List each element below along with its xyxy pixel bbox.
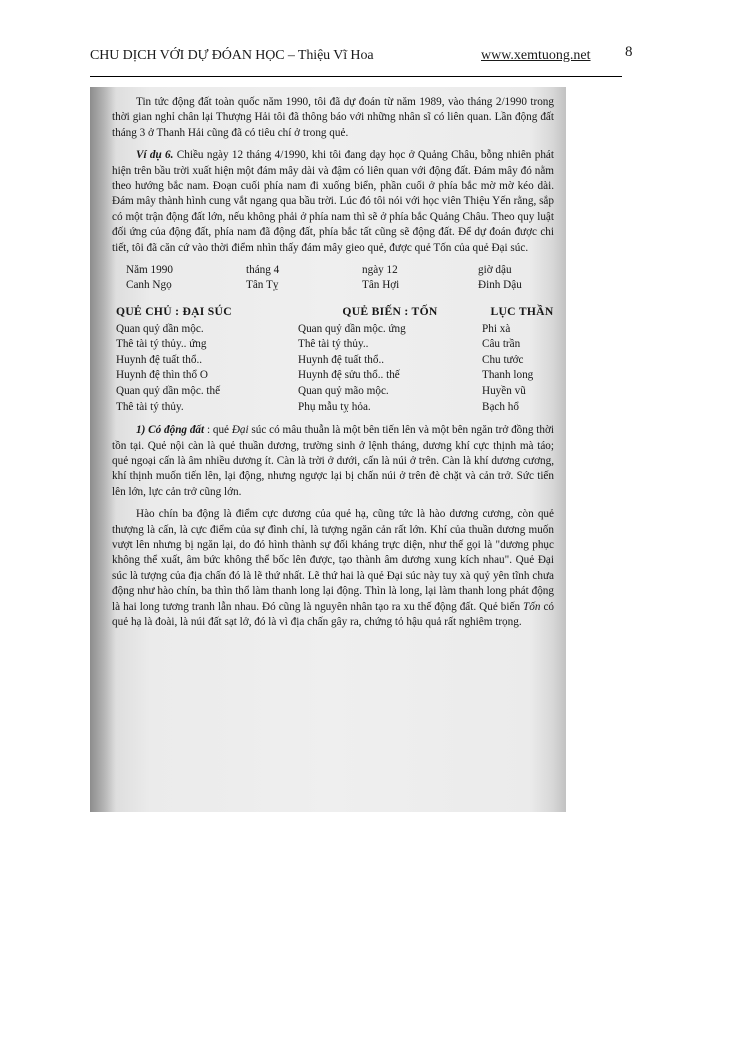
header-url-link[interactable]: www.xemtuong.net (481, 48, 591, 63)
hex-cell: Bạch hổ (482, 400, 519, 413)
header-divider (90, 76, 622, 77)
ganzhi-year: Canh Ngọ (126, 278, 172, 291)
text-run: súc có mâu thuẫn là một bên tiến lên và một bên ngăn trở đồng thời tồn tại. Quẻ nội càn là quẻ thuần dương, trường sinh ở lệnh tháng, dương khí cực thịnh mà táo; quẻ ngoại cấn là âm nhiều dương ít. Càn là trời ở dưới, cấn là núi ở trên. Càn là khí dương cương, khí thịnh muốn tiến lên, lại động, nhưng ngược lại bị chấn núi ở trên đè chặt và cản trở. Sức tiến lên lớn, lực cản trở cũng lớn. (112, 424, 554, 498)
hex-cell: Thê tài tý thủy. (116, 400, 184, 413)
text-run: : quẻ (204, 424, 232, 437)
hex-cell: Thanh long (482, 369, 534, 382)
header-six-spirits: LỤC THẦN (490, 305, 554, 319)
ganzhi-month: Tân Tỵ (246, 278, 279, 291)
header-main-hexagram: QUẺ CHỦ : ĐẠI SÚC (116, 305, 232, 319)
hexagram-name: Đại (231, 424, 249, 437)
date-month: tháng 4 (246, 264, 280, 277)
hex-cell: Quan quỷ dần mộc. ứng (298, 322, 406, 335)
example-label: Ví dụ 6. (136, 149, 174, 162)
text-run: Hào chín ba động là điểm cực dương của quẻ hạ, cũng tức là hào dương cương, còn quẻ thượng là cấn, là cực điểm của sự đình chỉ, là tượng ngăn cản rất lớn. Khí của thuần dương muốn vượt lên nhưng bị ngăn lại, do đó hình thành sự đối kháng trực diện, như thế gọi là "dương phục không thể xuất, âm bức không thể bốc lên được, tạo thành âm dương xung kích nhau". Quẻ Đại súc là tượng của địa chấn đó là lẽ thứ nhất. Lẽ thứ hai là quẻ Đại súc này tuy xà quỷ yên tĩnh chưa động như hào chín, ba thìn thổ làm thanh long lại động. Thìn là long, lại làm thanh long phát động là hai long tương tranh lẫn nhau. Đó cũng là nguyên nhân tạo ra xu thế động đất. Quẻ biến (112, 508, 554, 613)
hex-cell: Phụ mẫu tỵ hỏa. (298, 400, 371, 413)
hex-cell: Phi xà (482, 322, 511, 335)
ganzhi-hour: Đinh Dậu (478, 278, 522, 291)
paragraph-earthquake (112, 423, 554, 500)
header-changed-hexagram: QUẺ BIẾN : TỐN (342, 305, 438, 319)
hex-cell: Huynh đệ tuất thổ.. (298, 353, 385, 366)
hexagram-name: Tốn (523, 600, 541, 613)
hex-cell: Huyền vũ (482, 385, 526, 398)
date-table (126, 263, 554, 292)
hex-cell: Câu trần (482, 338, 521, 351)
paragraph-example-6 (112, 148, 554, 256)
scanned-page (90, 87, 566, 812)
page-number: 8 (625, 44, 633, 60)
hexagram-table (116, 304, 554, 415)
hex-cell: Chu tước (482, 353, 524, 366)
header-title: CHU DỊCH VỚI DỰ ĐÓAN HỌC – Thiệu Vĩ Hoa (90, 48, 374, 63)
date-year: Năm 1990 (126, 264, 173, 277)
hex-cell: Quan quỷ mão mộc. (298, 385, 389, 398)
hex-cell: Huynh đệ sửu thổ.. thế (298, 369, 400, 382)
date-hour: giờ dậu (478, 264, 512, 277)
hex-cell: Huynh đệ thìn thổ O (116, 369, 208, 382)
hex-cell: Thê tài tý thủy.. ứng (116, 338, 207, 351)
ganzhi-day: Tân Hợi (362, 278, 400, 291)
point-1-label: 1) Có động đất (136, 424, 205, 437)
paragraph-analysis (112, 507, 554, 630)
hex-cell: Thê tài tý thủy.. (298, 338, 369, 351)
date-day: ngày 12 (362, 264, 398, 277)
paragraph-1: Tin tức động đất toàn quốc năm 1990, tôi đã dự đoán từ năm 1989, vào tháng 2/1990 trong thời gian nghỉ chân lại Thượng Hải tôi đã thông báo với những nhân sĩ có liên quan. Lần động đất tháng 3 ở Thanh Hải cũng đã có tiêu chí ở trong quẻ. (112, 96, 554, 139)
text-run: có quẻ hạ là đoài, là núi đất sạt lở, đó là vì địa chấn gây ra, chứng tỏ hậu quả rất nghiêm trọng. (112, 600, 555, 629)
hex-cell: Quan quỷ dần mộc. (116, 322, 204, 335)
hex-cell: Quan quỷ dần mộc. thế (116, 385, 221, 398)
example-text: Chiều ngày 12 tháng 4/1990, khi tôi đang dạy học ở Quảng Châu, bỗng nhiên phát hiện trên bầu trời xuất hiện một đám mây dài và đậm có liên quan với động đất. Đám mây đó nằm theo hướng bắc nam. Đoạn cuối phía nam đi xuống biển, phần cuối ở phía bắc mờ mờ kéo dài. Đám mây thành hình cung vắt ngang qua bầu trời. Lúc đó tôi nói với học viên Thiệu Yến rằng, sắp có một trận động đất lớn, nếu không phải ở phía nam thì sẽ ở phía bắc Quảng Châu. Theo quy luật đối ứng của động đất, phía nam đã động đất, phía bắc tất cũng sẽ động đất. Để dự đoán được chi tiết, tôi đã căn cứ vào thời điểm nhìn thấy đám mây gieo quẻ, được quẻ Tốn của quẻ Đại súc. (112, 149, 554, 254)
hex-cell: Huynh đệ tuất thổ.. (116, 353, 203, 366)
